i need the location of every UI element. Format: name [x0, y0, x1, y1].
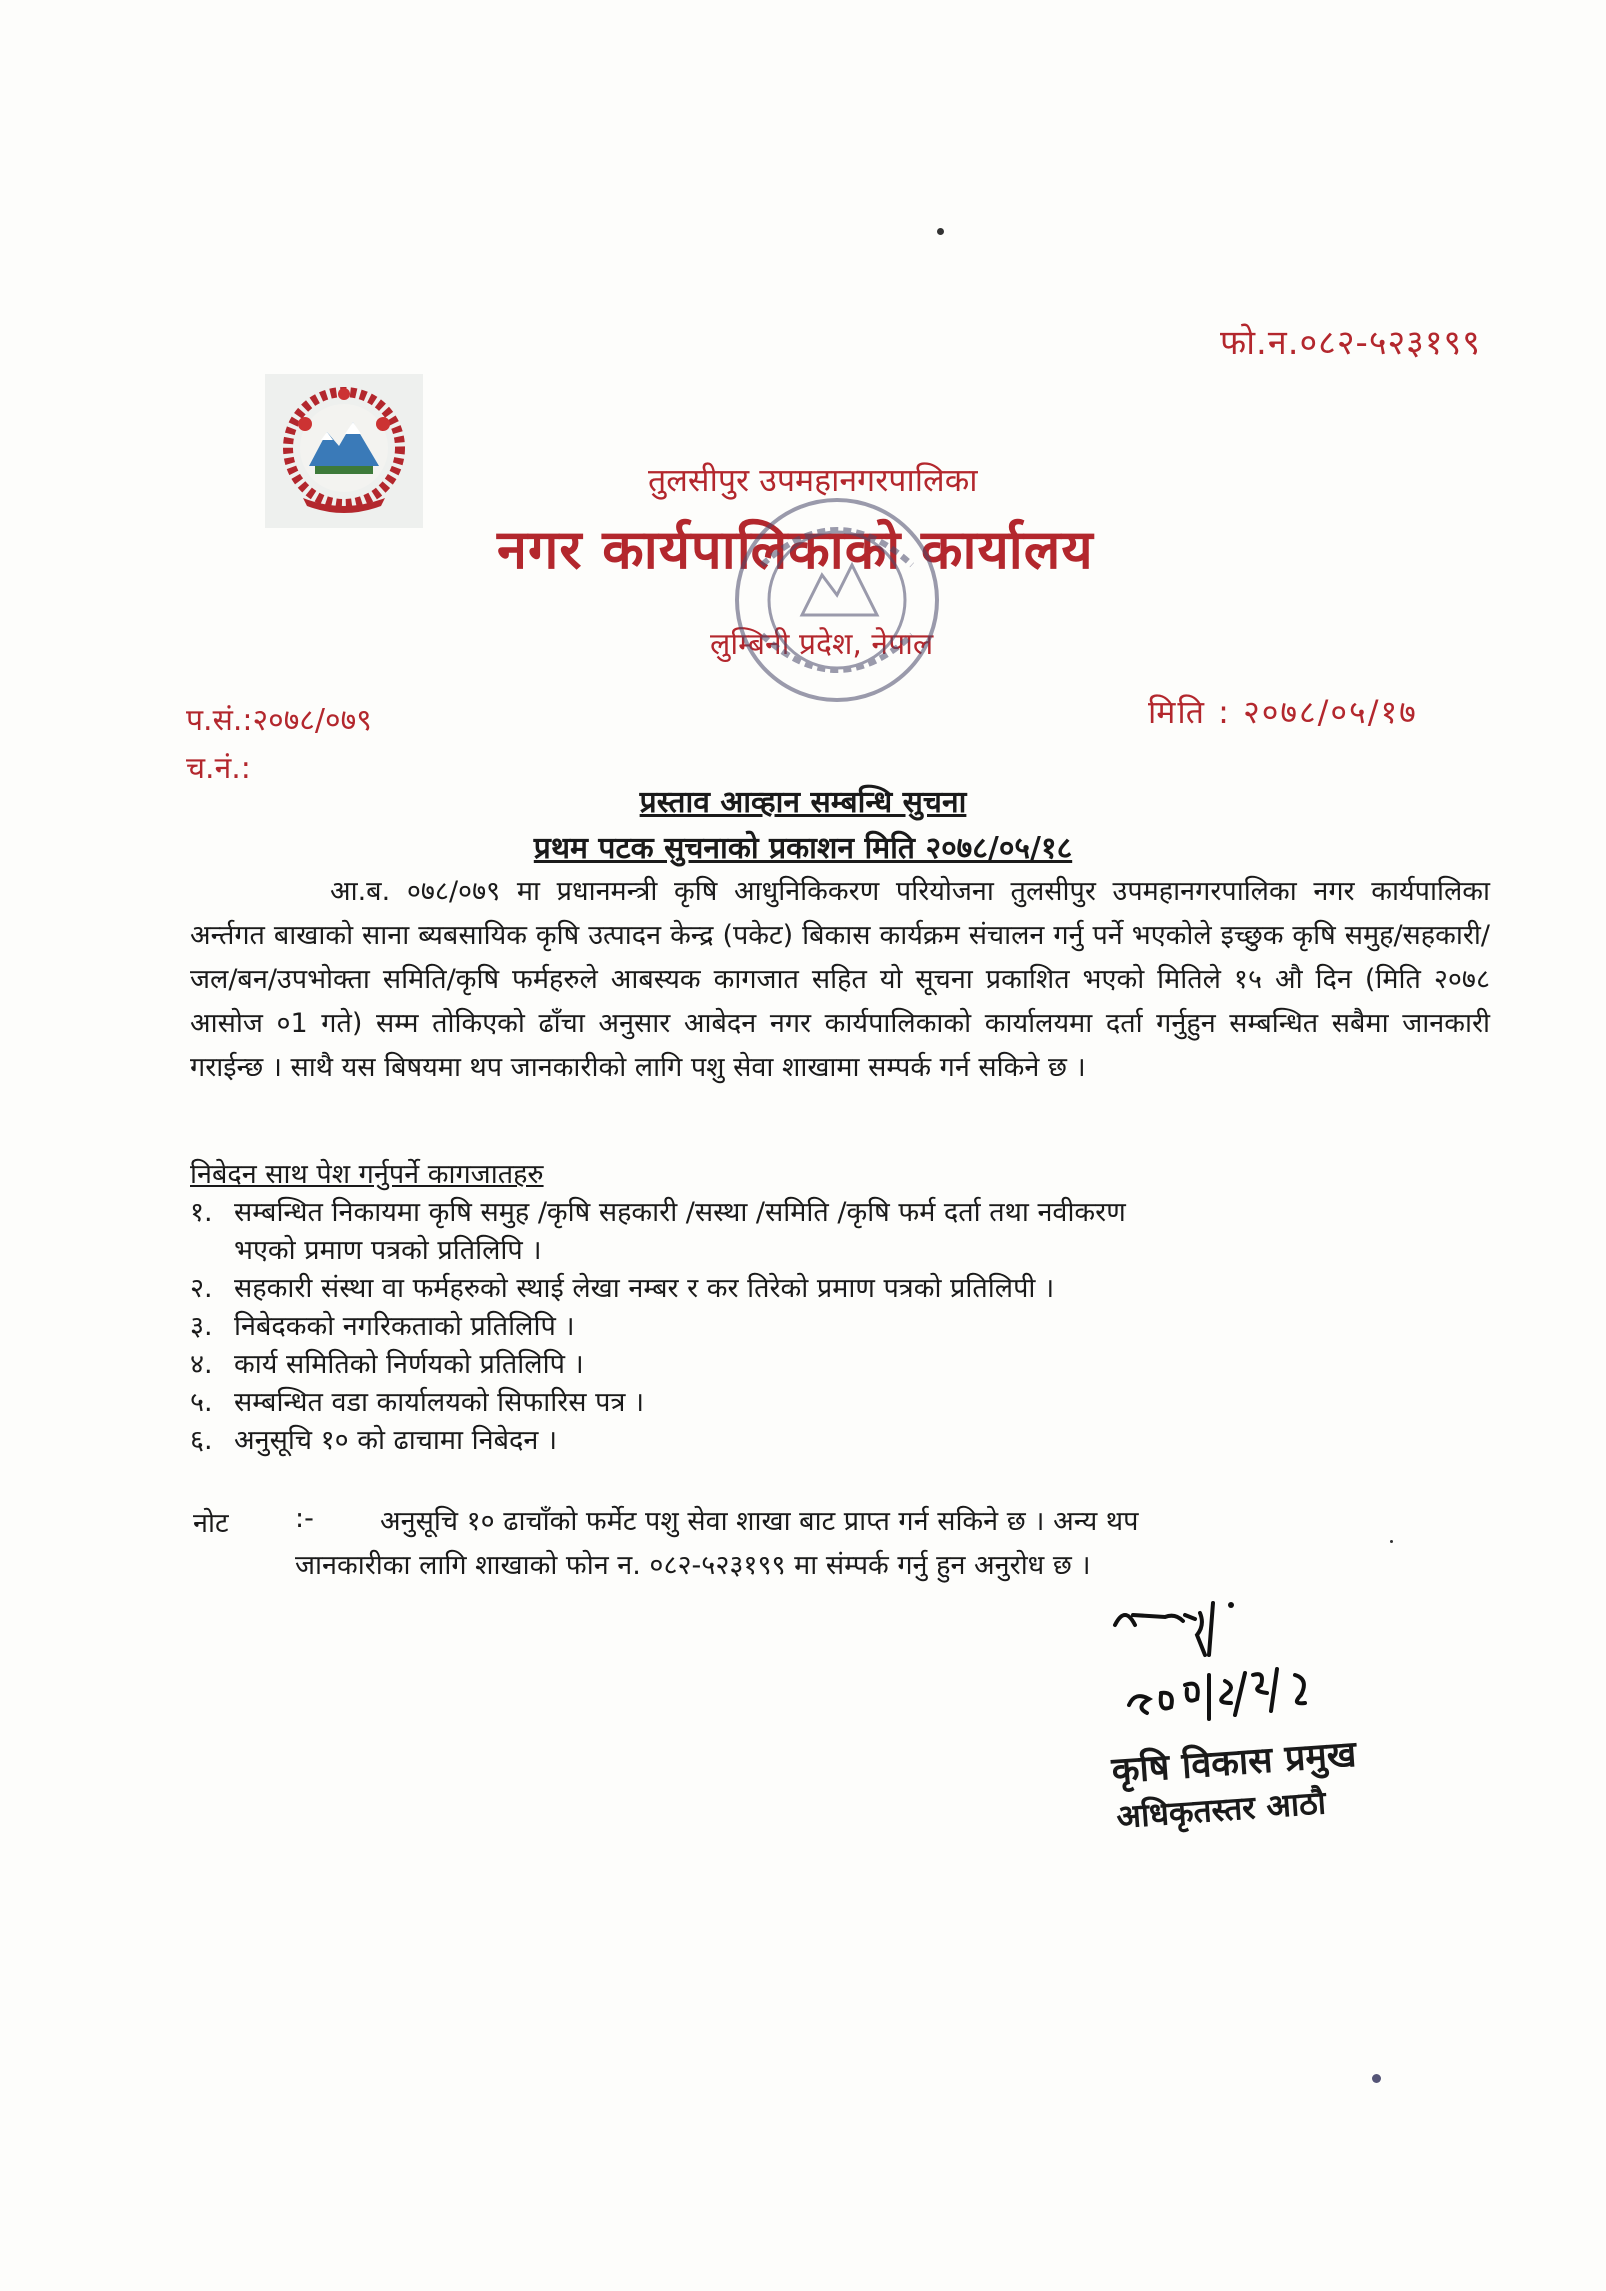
reference-number: प.सं.:२०७८/०७९ — [186, 703, 372, 738]
paper-speck — [1372, 2074, 1381, 2083]
list-item-number: ६. — [190, 1425, 213, 1456]
nepal-emblem-icon — [265, 374, 423, 528]
list-item-text: सम्बन्धित वडा कार्यालयको सिफारिस पत्र । — [234, 1387, 645, 1418]
list-item-text: निबेदकको नगरिकताको प्रतिलिपि । — [234, 1311, 575, 1342]
org-main-title: नगर कार्यपालिकाको कार्यालय — [497, 518, 1094, 581]
list-item-number: ५. — [190, 1387, 213, 1418]
list-item — [190, 1384, 1390, 1422]
list-item-text: अनुसूचि १० को ढाचामा निबेदन । — [234, 1425, 558, 1456]
list-item-number: १. — [190, 1197, 213, 1228]
list-item-number: ३. — [190, 1311, 213, 1342]
org-sub-title: तुलसीपुर उपमहानगरपालिका — [648, 461, 978, 499]
list-item-number: २. — [190, 1273, 213, 1304]
notice-title: प्रस्ताव आव्हान सम्बन्धि सुचना — [639, 785, 967, 820]
list-item — [190, 1346, 1390, 1384]
handwritten-signature — [1105, 1595, 1405, 1745]
list-item — [190, 1270, 1390, 1308]
documents-list — [190, 1194, 1390, 1460]
phone-number: फो.न.०८२-५२३१९९ — [1220, 323, 1481, 363]
list-item — [190, 1308, 1390, 1346]
org-location: लुम्बिनी प्रदेश, नेपाल — [710, 627, 934, 662]
list-item-text: सहकारी संस्था वा फर्महरुको स्थाई लेखा नम्बर र कर तिरेको प्रमाण पत्रको प्रतिलिपी । — [234, 1273, 1055, 1304]
list-item-text: कार्य समितिको निर्णयको प्रतिलिपि । — [234, 1349, 584, 1380]
note-line-2: जानकारीका लागि शाखाको फोन न. ०८२-५२३१९९ मा संम्पर्क गर्नु हुन अनुरोध छ । — [295, 1550, 1091, 1581]
signatory-rank: अधिकृतस्तर आठौ — [1115, 1783, 1328, 1836]
notice-subtitle: प्रथम पटक सुचनाको प्रकाशन मिति २०७८/०५/१८ — [533, 831, 1073, 866]
office-seal-icon — [722, 485, 952, 715]
note-separator: :- — [295, 1503, 314, 1534]
notice-body: आ.ब. ०७८/०७९ मा प्रधानमन्त्री कृषि आधुनिकिकरण परियोजना तुलसीपुर उपमहानगरपालिका नगर कार्यपालिका अर्न्तगत बाखाको साना ब्यबसायिक कृषि उत्पादन केन्द्र (पकेट) बिकास कार्यक्रम संचालन गर्नु पर्ने भएकोले इच्छुक कृषि समुह/सहकारी/जल/बन/उपभोक्ता समिति/कृषि फर्महरुले आबस्यक कागजात सहित यो सूचना प्रकाशित भएको मितिले १५ औ दिन (मिति २०७८ आसोज ०1 गते) सम्म तोकिएको ढाँचा अनुसार आबेदन नगर कार्यपालिकाको कार्यालयमा दर्ता गर्नुहुन सम्बन्धित सबैमा जानकारी गराईन्छ । साथै यस बिषयमा थप जानकारीको लागि पशु सेवा शाखामा सम्पर्क गर्न सकिने छ । — [190, 876, 1490, 1083]
letter-date: मिति : २०७८/०५/१७ — [1148, 693, 1418, 731]
dispatch-number: च.नं.: — [186, 751, 251, 786]
list-item-number: ४. — [190, 1349, 213, 1380]
paper-speck — [937, 228, 944, 235]
list-item — [190, 1194, 1390, 1270]
note-text — [295, 1500, 1490, 1588]
signatory-title: कृषि विकास प्रमुख — [1110, 1733, 1358, 1792]
paper-speck — [1390, 1540, 1393, 1543]
documents-heading: निबेदन साथ पेश गर्नुपर्ने कागजातहरु — [190, 1159, 544, 1190]
list-item-text-continued: भएको प्रमाण पत्रको प्रतिलिपि । — [234, 1235, 542, 1266]
list-item-text: सम्बन्धित निकायमा कृषि समुह /कृषि सहकारी /सस्था /समिति /कृषि फर्म दर्ता तथा नवीकरण — [234, 1197, 1126, 1228]
list-item — [190, 1422, 1390, 1460]
note-label: नोट — [193, 1508, 229, 1539]
note-line-1: अनुसूचि १० ढाचाँको फर्मेट पशु सेवा शाखा बाट प्राप्त गर्न सकिने छ । अन्य थप — [380, 1506, 1139, 1537]
